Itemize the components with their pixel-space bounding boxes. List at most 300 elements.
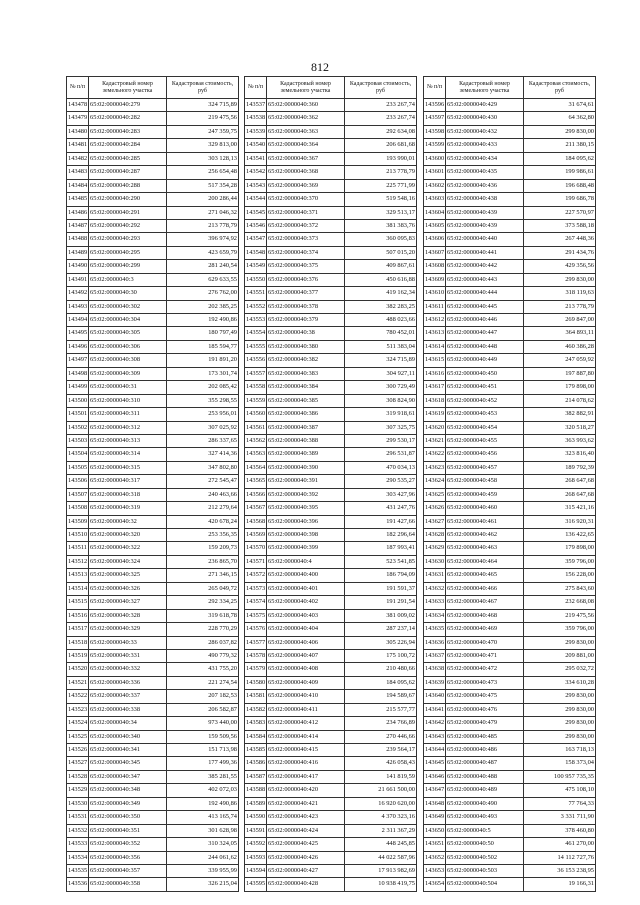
table-row [67, 219, 239, 232]
row-number: 143582 [245, 703, 267, 716]
row-number: 143539 [245, 125, 267, 138]
row-number: 143512 [67, 555, 89, 568]
cadastral-value: 187 993,41 [345, 542, 417, 555]
cadastral-value: 199 986,61 [524, 166, 596, 179]
row-number: 143479 [67, 112, 89, 125]
row-number: 143618 [424, 394, 446, 407]
row-number: 143605 [424, 219, 446, 232]
cadastral-number: 65:02:0000040:433 [446, 139, 524, 152]
cadastral-value: 191 291,54 [345, 596, 417, 609]
cadastral-value: 305 226,94 [345, 636, 417, 649]
row-number: 143604 [424, 206, 446, 219]
cadastral-number: 65:02:0000040:376 [267, 273, 345, 286]
row-number: 143577 [245, 636, 267, 649]
cadastral-number: 65:02:0000040:458 [446, 475, 524, 488]
cadastral-value: 276 762,00 [167, 287, 239, 300]
cadastral-number: 65:02:0000040:466 [446, 582, 524, 595]
table-row [424, 112, 596, 125]
cadastral-number: 65:02:0000040:363 [267, 125, 345, 138]
row-number: 143508 [67, 502, 89, 515]
cadastral-value: 461 270,00 [524, 838, 596, 851]
cadastral-number: 65:02:0000040:290 [89, 193, 167, 206]
table-row [424, 219, 596, 232]
table-row [245, 502, 417, 515]
row-number: 143608 [424, 260, 446, 273]
table-row [245, 609, 417, 622]
table-row [424, 233, 596, 246]
row-number: 143572 [245, 569, 267, 582]
cadastral-value: 396 974,92 [167, 233, 239, 246]
row-number: 143590 [245, 811, 267, 824]
register-table-3 [423, 76, 596, 892]
table-row [424, 99, 596, 112]
table-row [245, 703, 417, 716]
row-number: 143529 [67, 784, 89, 797]
cadastral-number: 65:02:0000040:462 [446, 529, 524, 542]
cadastral-number: 65:02:0000040:439 [446, 206, 524, 219]
table-row [67, 649, 239, 662]
row-number: 143545 [245, 206, 267, 219]
cadastral-number: 65:02:0000040:389 [267, 448, 345, 461]
table-row [67, 139, 239, 152]
table-row [245, 744, 417, 757]
cadastral-value: 334 610,28 [524, 676, 596, 689]
cadastral-value: 287 237,14 [345, 623, 417, 636]
cadastral-value: 355 298,55 [167, 394, 239, 407]
row-number: 143631 [424, 569, 446, 582]
row-number: 143518 [67, 636, 89, 649]
table-row [245, 770, 417, 783]
cadastral-number: 65:02:0000040:312 [89, 421, 167, 434]
row-number: 143598 [424, 125, 446, 138]
cadastral-value: 523 541,85 [345, 555, 417, 568]
cadastral-value: 191 427,66 [345, 515, 417, 528]
row-number: 143634 [424, 609, 446, 622]
row-number: 143641 [424, 703, 446, 716]
table-row [67, 542, 239, 555]
row-number: 143653 [424, 864, 446, 877]
cadastral-value: 308 824,90 [345, 394, 417, 407]
row-number: 143652 [424, 851, 446, 864]
row-number: 143612 [424, 314, 446, 327]
cadastral-number: 65:02:0000040:378 [267, 300, 345, 313]
table-row [67, 273, 239, 286]
row-number: 143510 [67, 529, 89, 542]
cadastral-number: 65:02:0000040:349 [89, 797, 167, 810]
row-number: 143481 [67, 139, 89, 152]
row-number: 143586 [245, 757, 267, 770]
cadastral-number: 65:02:0000040:32 [89, 515, 167, 528]
cadastral-value: 292 334,25 [167, 596, 239, 609]
table-row [424, 555, 596, 568]
table-row [67, 394, 239, 407]
row-number: 143534 [67, 851, 89, 864]
cadastral-number: 65:02:0000040:351 [89, 824, 167, 837]
cadastral-value: 14 112 727,76 [524, 851, 596, 864]
header-num: № п/п [67, 77, 89, 99]
table-row [67, 166, 239, 179]
table-row [245, 179, 417, 192]
row-number: 143515 [67, 596, 89, 609]
row-number: 143565 [245, 475, 267, 488]
cadastral-value: 177 499,36 [167, 757, 239, 770]
row-number: 143602 [424, 179, 446, 192]
row-number: 143635 [424, 623, 446, 636]
cadastral-number: 65:02:0000040:384 [267, 381, 345, 394]
table-row [424, 744, 596, 757]
cadastral-value: 233 267,74 [345, 99, 417, 112]
cadastral-number: 65:02:0000040:416 [267, 757, 345, 770]
row-number: 143578 [245, 649, 267, 662]
row-number: 143492 [67, 287, 89, 300]
cadastral-number: 65:02:0000040:383 [267, 367, 345, 380]
row-number: 143587 [245, 770, 267, 783]
table-row [245, 421, 417, 434]
table-row [424, 434, 596, 447]
cadastral-number: 65:02:0000040:410 [267, 690, 345, 703]
cadastral-number: 65:02:0000040:336 [89, 676, 167, 689]
table-row [67, 354, 239, 367]
table-row [424, 609, 596, 622]
row-number: 143576 [245, 623, 267, 636]
row-number: 143571 [245, 555, 267, 568]
table-row [67, 811, 239, 824]
header-value: Кадастровая стоимость, руб [524, 77, 596, 99]
table-row [67, 824, 239, 837]
row-number: 143574 [245, 596, 267, 609]
cadastral-number: 65:02:0000040:348 [89, 784, 167, 797]
header-num: № п/п [424, 77, 446, 99]
cadastral-number: 65:02:0000040:471 [446, 649, 524, 662]
cadastral-value: 272 545,47 [167, 475, 239, 488]
cadastral-number: 65:02:0000040:423 [267, 811, 345, 824]
cadastral-value: 17 913 982,69 [345, 864, 417, 877]
row-number: 143520 [67, 663, 89, 676]
table-row [245, 623, 417, 636]
row-number: 143585 [245, 744, 267, 757]
cadastral-value: 324 715,89 [167, 99, 239, 112]
cadastral-number: 65:02:0000040:311 [89, 408, 167, 421]
table-row [424, 273, 596, 286]
row-number: 143616 [424, 367, 446, 380]
row-number: 143542 [245, 166, 267, 179]
cadastral-value: 303 427,96 [345, 488, 417, 501]
table-row [245, 434, 417, 447]
table-row [245, 824, 417, 837]
table-header-row [424, 77, 596, 99]
cadastral-number: 65:02:0000040:370 [267, 193, 345, 206]
cadastral-number: 65:02:0000040:347 [89, 770, 167, 783]
cadastral-value: 373 588,18 [524, 219, 596, 232]
table-row [424, 260, 596, 273]
row-number: 143654 [424, 878, 446, 891]
cadastral-number: 65:02:0000040:451 [446, 381, 524, 394]
table-row [67, 300, 239, 313]
cadastral-value: 159 509,56 [167, 730, 239, 743]
row-number: 143544 [245, 193, 267, 206]
cadastral-number: 65:02:0000040:403 [267, 609, 345, 622]
cadastral-number: 65:02:0000040:408 [267, 663, 345, 676]
table-row [424, 246, 596, 259]
cadastral-number: 65:02:0000040:486 [446, 744, 524, 757]
table-row [424, 314, 596, 327]
row-number: 143549 [245, 260, 267, 273]
cadastral-number: 65:02:0000040:305 [89, 327, 167, 340]
table-row [245, 273, 417, 286]
table-row [245, 152, 417, 165]
table-row [67, 690, 239, 703]
header-cadastral: Кадастровый номер земельного участка [446, 77, 524, 99]
table-row [424, 730, 596, 743]
cadastral-number: 65:02:0000040:33 [89, 636, 167, 649]
table-row [67, 596, 239, 609]
cadastral-value: 253 356,35 [167, 529, 239, 542]
table-row [67, 797, 239, 810]
cadastral-number: 65:02:0000040:398 [267, 529, 345, 542]
cadastral-value: 295 032,72 [524, 663, 596, 676]
cadastral-number: 65:02:0000040:282 [89, 112, 167, 125]
cadastral-number: 65:02:0000040:421 [267, 797, 345, 810]
cadastral-value: 191 891,20 [167, 354, 239, 367]
table-row [67, 125, 239, 138]
cadastral-value: 307 325,75 [345, 421, 417, 434]
cadastral-value: 215 577,77 [345, 703, 417, 716]
table-row [424, 878, 596, 891]
cadastral-value: 629 633,55 [167, 273, 239, 286]
row-number: 143564 [245, 461, 267, 474]
cadastral-value: 233 267,74 [345, 112, 417, 125]
cadastral-value: 64 362,80 [524, 112, 596, 125]
row-number: 143632 [424, 582, 446, 595]
row-number: 143511 [67, 542, 89, 555]
cadastral-number: 65:02:0000040:372 [267, 219, 345, 232]
row-number: 143503 [67, 434, 89, 447]
table-row [67, 757, 239, 770]
table-row [424, 757, 596, 770]
cadastral-value: 318 119,63 [524, 287, 596, 300]
cadastral-number: 65:02:0000040:357 [89, 864, 167, 877]
table-row [67, 851, 239, 864]
row-number: 143561 [245, 421, 267, 434]
cadastral-value: 173 301,74 [167, 367, 239, 380]
table-row [67, 340, 239, 353]
cadastral-value: 156 228,00 [524, 569, 596, 582]
row-number: 143639 [424, 676, 446, 689]
cadastral-number: 65:02:0000040:476 [446, 703, 524, 716]
row-number: 143501 [67, 408, 89, 421]
row-number: 143541 [245, 152, 267, 165]
cadastral-number: 65:02:0000040:31 [89, 381, 167, 394]
cadastral-number: 65:02:0000040:459 [446, 488, 524, 501]
cadastral-number: 65:02:0000040:362 [267, 112, 345, 125]
cadastral-number: 65:02:0000040:356 [89, 851, 167, 864]
row-number: 143644 [424, 744, 446, 757]
table-row [424, 125, 596, 138]
table-row [67, 569, 239, 582]
cadastral-value: 179 898,00 [524, 381, 596, 394]
table-row [67, 99, 239, 112]
row-number: 143505 [67, 461, 89, 474]
row-number: 143624 [424, 475, 446, 488]
row-number: 143547 [245, 233, 267, 246]
row-number: 143568 [245, 515, 267, 528]
cadastral-value: 363 993,62 [524, 434, 596, 447]
cadastral-number: 65:02:0000040:454 [446, 421, 524, 434]
cadastral-number: 65:02:0000040:386 [267, 408, 345, 421]
cadastral-number: 65:02:0000040:504 [446, 878, 524, 891]
cadastral-value: 320 518,27 [524, 421, 596, 434]
row-number: 143514 [67, 582, 89, 595]
cadastral-number: 65:02:0000040:308 [89, 354, 167, 367]
table-row [424, 166, 596, 179]
table-row [245, 193, 417, 206]
cadastral-value: 299 830,00 [524, 273, 596, 286]
row-number: 143482 [67, 152, 89, 165]
row-number: 143480 [67, 125, 89, 138]
table-row [67, 838, 239, 851]
row-number: 143597 [424, 112, 446, 125]
cadastral-value: 267 448,36 [524, 233, 596, 246]
row-number: 143553 [245, 314, 267, 327]
row-number: 143499 [67, 381, 89, 394]
cadastral-number: 65:02:0000040:352 [89, 838, 167, 851]
cadastral-value: 2 311 367,29 [345, 824, 417, 837]
table-row [245, 569, 417, 582]
cadastral-value: 360 095,83 [345, 233, 417, 246]
cadastral-value: 316 920,31 [524, 515, 596, 528]
table-row [245, 690, 417, 703]
cadastral-number: 65:02:0000040:417 [267, 770, 345, 783]
table-row [245, 663, 417, 676]
table-row [424, 139, 596, 152]
table-row [245, 730, 417, 743]
row-number: 143613 [424, 327, 446, 340]
cadastral-number: 65:02:0000040:320 [89, 529, 167, 542]
cadastral-value: 182 296,64 [345, 529, 417, 542]
cadastral-number: 65:02:0000040:340 [89, 730, 167, 743]
table-row [424, 569, 596, 582]
row-number: 143519 [67, 649, 89, 662]
table-row [424, 461, 596, 474]
table-row [245, 582, 417, 595]
cadastral-number: 65:02:0000040:34 [89, 717, 167, 730]
cadastral-number: 65:02:0000040:488 [446, 770, 524, 783]
cadastral-number: 65:02:0000040:391 [267, 475, 345, 488]
cadastral-number: 65:02:0000040:326 [89, 582, 167, 595]
cadastral-number: 65:02:0000040:432 [446, 125, 524, 138]
row-number: 143533 [67, 838, 89, 851]
table-row [67, 408, 239, 421]
cadastral-value: 193 990,01 [345, 152, 417, 165]
table-row [424, 515, 596, 528]
cadastral-number: 65:02:0000040:452 [446, 394, 524, 407]
row-number: 143494 [67, 314, 89, 327]
cadastral-value: 247 059,92 [524, 354, 596, 367]
table-row [67, 434, 239, 447]
row-number: 143523 [67, 703, 89, 716]
table-row [245, 636, 417, 649]
table-row [67, 717, 239, 730]
cadastral-number: 65:02:0000040:407 [267, 649, 345, 662]
row-number: 143610 [424, 287, 446, 300]
cadastral-number: 65:02:0000040:412 [267, 717, 345, 730]
table-row [245, 314, 417, 327]
cadastral-number: 65:02:0000040:399 [267, 542, 345, 555]
row-number: 143615 [424, 354, 446, 367]
cadastral-number: 65:02:0000040:369 [267, 179, 345, 192]
row-number: 143593 [245, 851, 267, 864]
row-number: 143588 [245, 784, 267, 797]
cadastral-number: 65:02:0000040:337 [89, 690, 167, 703]
table-row [245, 717, 417, 730]
table-row [67, 179, 239, 192]
table-row [245, 233, 417, 246]
table-row [245, 596, 417, 609]
cadastral-value: 159 209,73 [167, 542, 239, 555]
cadastral-value: 206 582,87 [167, 703, 239, 716]
row-number: 143622 [424, 448, 446, 461]
cadastral-number: 65:02:0000040:392 [267, 488, 345, 501]
cadastral-number: 65:02:0000040:364 [267, 139, 345, 152]
row-number: 143563 [245, 448, 267, 461]
cadastral-number: 65:02:0000040:284 [89, 139, 167, 152]
row-number: 143493 [67, 300, 89, 313]
cadastral-value: 299 530,17 [345, 434, 417, 447]
table-row [67, 206, 239, 219]
cadastral-value: 268 647,68 [524, 488, 596, 501]
row-number: 143488 [67, 233, 89, 246]
cadastral-value: 286 337,65 [167, 434, 239, 447]
cadastral-value: 265 049,72 [167, 582, 239, 595]
row-number: 143626 [424, 502, 446, 515]
cadastral-number: 65:02:0000040:350 [89, 811, 167, 824]
row-number: 143599 [424, 139, 446, 152]
cadastral-value: 31 674,61 [524, 99, 596, 112]
table-row [424, 340, 596, 353]
cadastral-value: 196 688,48 [524, 179, 596, 192]
table-row [67, 703, 239, 716]
register-table-1 [66, 76, 239, 892]
cadastral-number: 65:02:0000040:306 [89, 340, 167, 353]
cadastral-value: 36 153 238,95 [524, 864, 596, 877]
cadastral-number: 65:02:0000040:396 [267, 515, 345, 528]
row-number: 143609 [424, 273, 446, 286]
row-number: 143642 [424, 717, 446, 730]
cadastral-value: 304 927,11 [345, 367, 417, 380]
cadastral-value: 490 779,32 [167, 649, 239, 662]
table-row [245, 649, 417, 662]
row-number: 143638 [424, 663, 446, 676]
table-row [245, 206, 417, 219]
cadastral-value: 175 100,72 [345, 649, 417, 662]
cadastral-number: 65:02:0000040:377 [267, 287, 345, 300]
row-number: 143531 [67, 811, 89, 824]
cadastral-number: 65:02:0000040:469 [446, 623, 524, 636]
cadastral-value: 3 331 711,90 [524, 811, 596, 824]
cadastral-number: 65:02:0000040:390 [267, 461, 345, 474]
cadastral-value: 270 446,66 [345, 730, 417, 743]
cadastral-number: 65:02:0000040:430 [446, 112, 524, 125]
cadastral-value: 381 383,76 [345, 219, 417, 232]
table-row [67, 770, 239, 783]
cadastral-value: 271 346,15 [167, 569, 239, 582]
table-row [67, 233, 239, 246]
cadastral-number: 65:02:0000040:427 [267, 864, 345, 877]
table-row [67, 663, 239, 676]
cadastral-number: 65:02:0000040:404 [267, 623, 345, 636]
table-row [245, 811, 417, 824]
cadastral-number: 65:02:0000040:279 [89, 99, 167, 112]
